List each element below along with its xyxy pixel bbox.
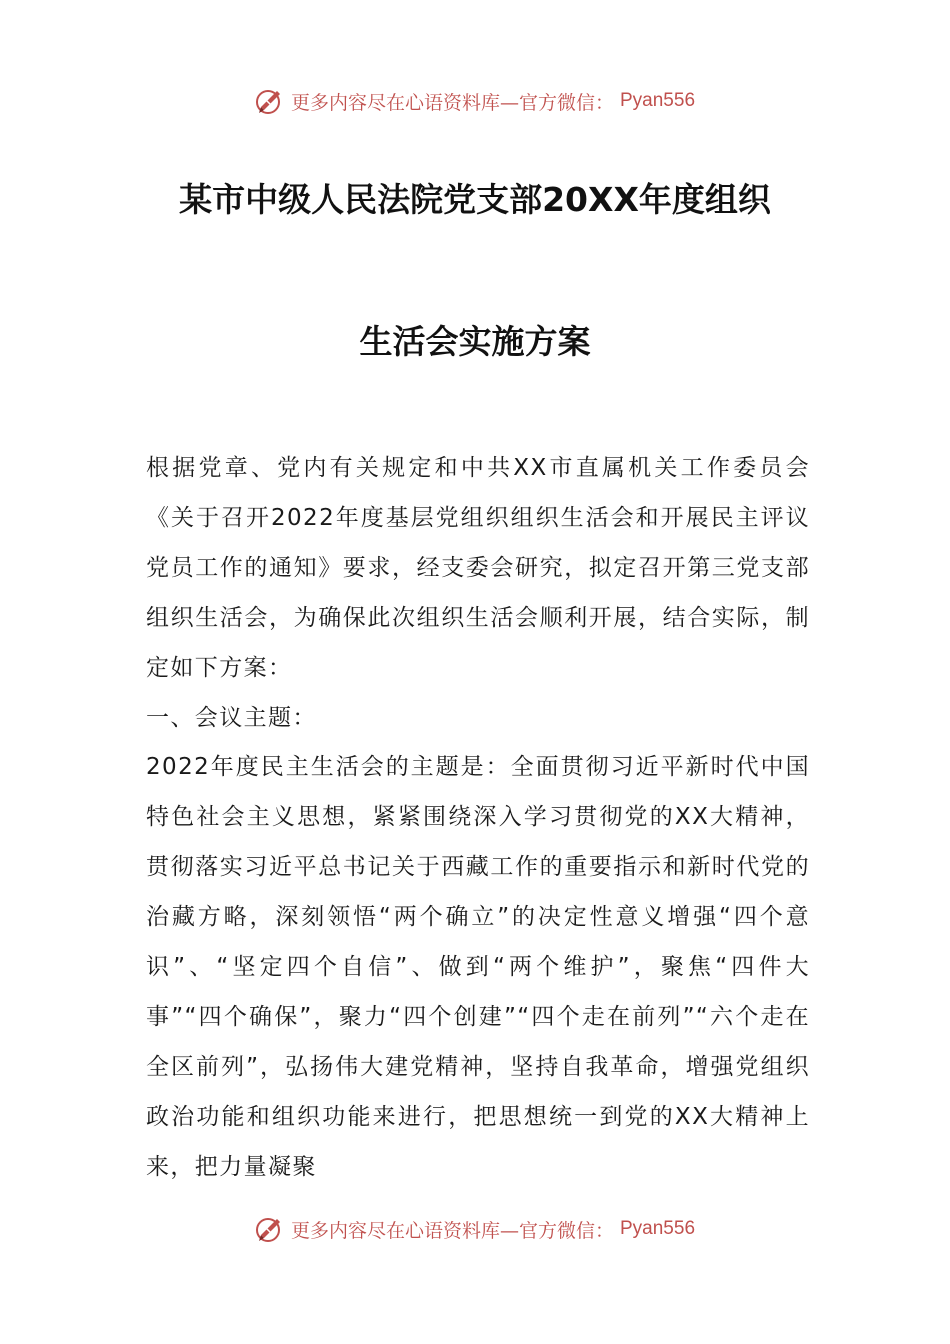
- section-heading: 一、会议主题：: [146, 704, 317, 731]
- document-body: [146, 444, 810, 1193]
- theme-paragraph: 2022年度民主生活会的主题是：全面贯彻习近平新时代中国特色社会主义思想，紧紧围绕深入学习贯彻党的XX大精神，贯彻落实习近平总书记关于西藏工作的重要指示和新时代党的治藏方略，深刻领悟“两个确立”的决定性意义增强“四个意识”、“坚定四个自信”、做到“两个维护”，聚焦“四件大事”“四个确保”，聚力“四个创建”“四个走在前列”“六个走在全区前列”，弘扬伟大建党精神，坚持自我革命，增强党组织政治功能和组织功能来进行，把思想统一到党的XX大精神上来，把力量凝聚: [146, 754, 810, 1180]
- intro-paragraph: 根据党章、党内有关规定和中共XX市直属机关工作委员会《关于召开2022年度基层党组织组织生活会和开展民主评议党员工作的通知》要求，经支委会研究，拟定召开第三党支部组织生活会，为确保此次组织生活会顺利开展，结合实际，制定如下方案：: [146, 455, 810, 681]
- watermark-wechat-id: Pyan556: [620, 90, 696, 111]
- pen-circle-logo-icon: [255, 86, 285, 116]
- watermark-text: 更多内容尽在心语资料库—官方微信：: [290, 1219, 614, 1242]
- watermark-text: 更多内容尽在心语资料库—官方微信：: [290, 91, 614, 114]
- watermark-banner-bottom: [0, 1212, 950, 1246]
- document-title-line-2: 生活会实施方案: [359, 322, 591, 361]
- document-title-line-1: 某市中级人民法院党支部20XX年度组织: [179, 180, 771, 219]
- watermark-wechat-id: Pyan556: [620, 1218, 696, 1239]
- pen-circle-logo-icon: [255, 1214, 285, 1244]
- watermark-banner-top: [0, 84, 950, 118]
